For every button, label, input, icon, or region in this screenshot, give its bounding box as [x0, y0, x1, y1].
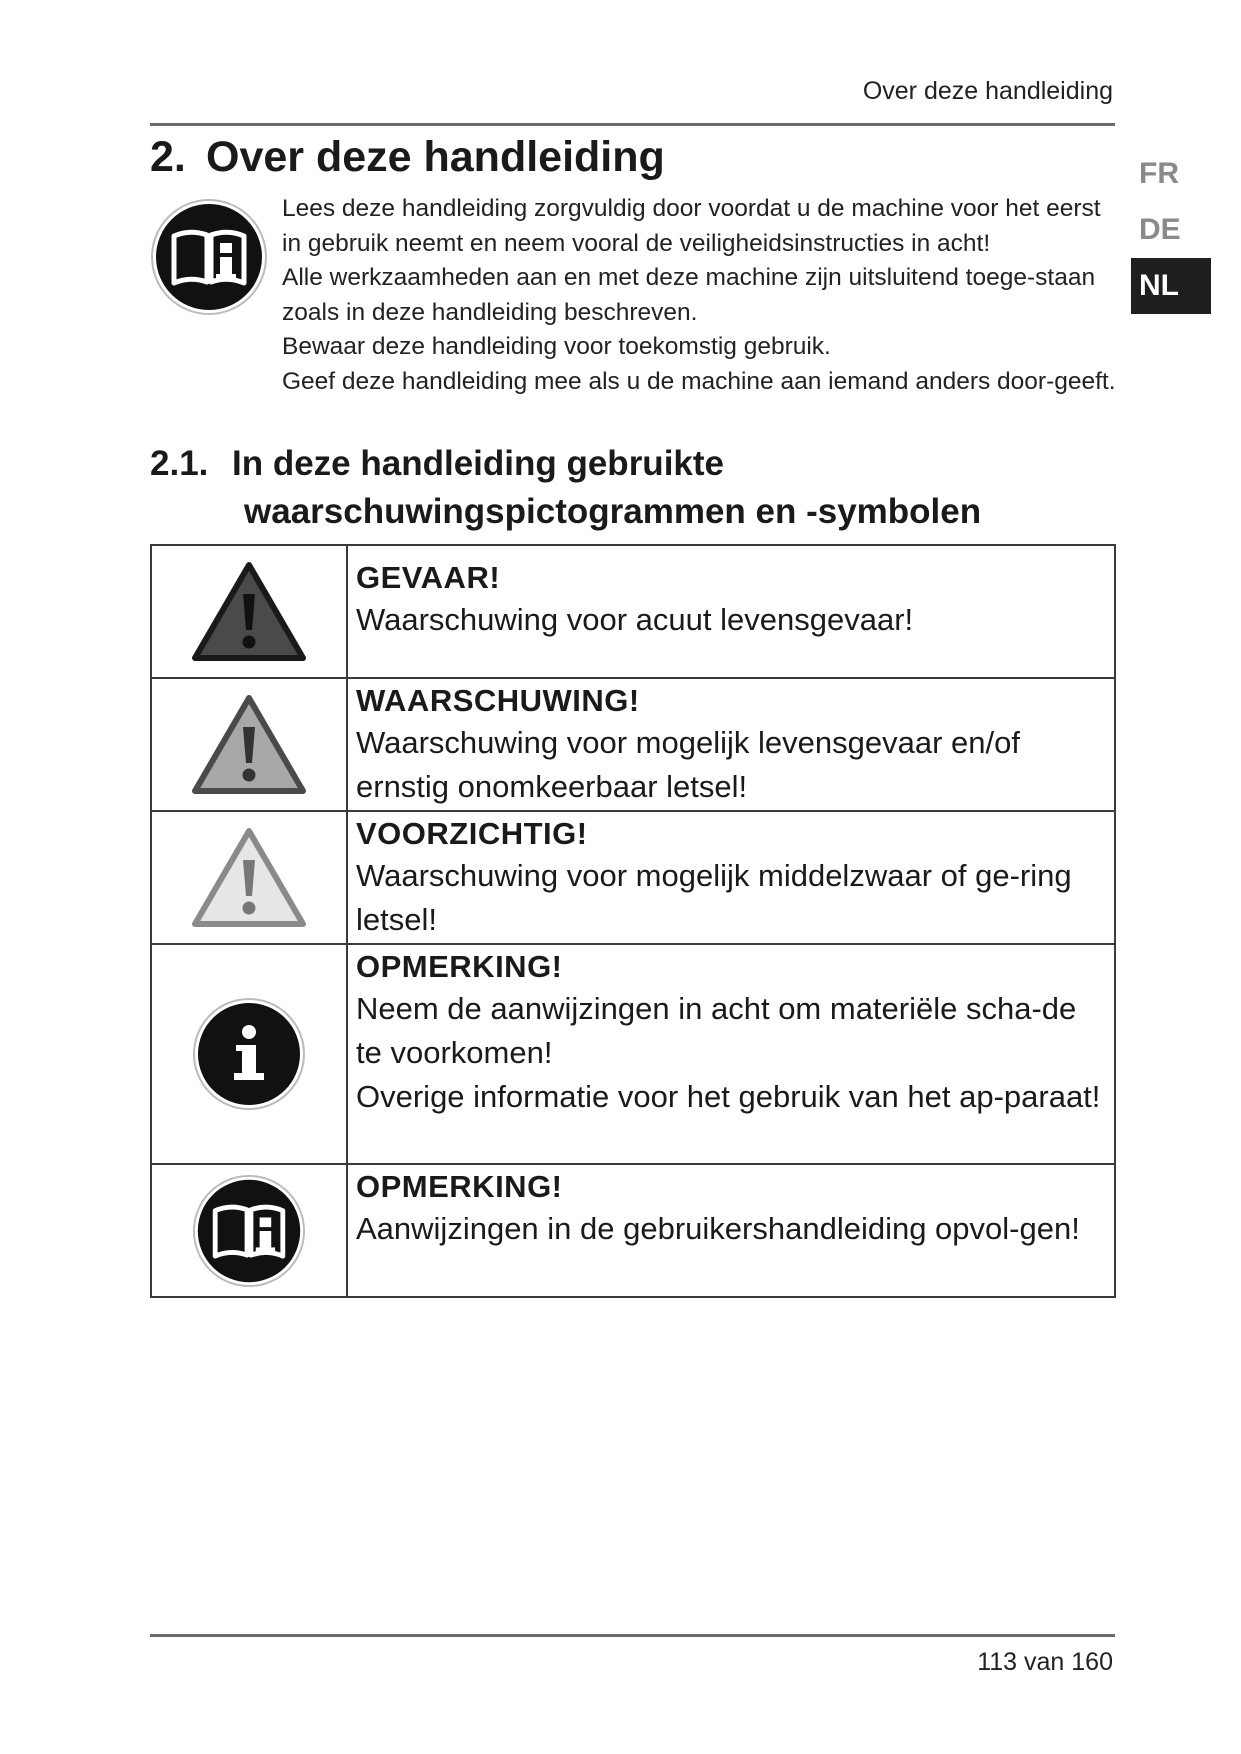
- caution-triangle-icon: [190, 826, 308, 930]
- section-title: Over deze handleiding: [206, 133, 665, 181]
- symbols-table: [150, 544, 1116, 1298]
- running-header: Over deze handleiding: [862, 77, 1113, 105]
- table-row: [151, 678, 1115, 811]
- table-row: [151, 1164, 1115, 1297]
- text-cell: [347, 811, 1115, 944]
- table-row: [151, 811, 1115, 944]
- symbol-description: Waarschuwing voor mogelijk middelzwaar of ge-ring letsel!: [356, 858, 1072, 937]
- symbol-title: WAARSCHUWING!: [356, 683, 640, 718]
- icon-cell: [151, 545, 347, 678]
- info-circle-icon: [192, 997, 306, 1111]
- text-cell: [347, 678, 1115, 811]
- page-number: 113 van 160: [977, 1648, 1113, 1676]
- symbol-description: Neem de aanwijzingen in acht om materiële scha-de te voorkomen!: [356, 991, 1077, 1070]
- symbol-description: Waarschuwing voor acuut levensgevaar!: [356, 602, 914, 637]
- intro-paragraph: Geef deze handleiding mee als u de machine aan iemand anders door-geeft.: [282, 367, 1116, 395]
- icon-cell: [151, 944, 347, 1164]
- header-rule: [150, 123, 1115, 126]
- warning-triangle-icon: [190, 693, 308, 797]
- subsection-title-line2: waarschuwingspictogrammen en -symbolen: [244, 492, 982, 531]
- section-heading: [150, 133, 665, 182]
- text-cell: [347, 545, 1115, 678]
- symbol-title: VOORZICHTIG!: [356, 816, 588, 851]
- lang-tab-de[interactable]: DE: [1139, 213, 1181, 246]
- danger-triangle-icon: [190, 560, 308, 664]
- symbol-description: Overige informatie voor het gebruik van het ap-paraat!: [356, 1079, 1101, 1114]
- table-row: [151, 545, 1115, 678]
- lang-tab-nl[interactable]: NL: [1131, 258, 1211, 314]
- lang-tab-fr[interactable]: FR: [1139, 157, 1179, 190]
- intro-paragraph: Lees deze handleiding zorgvuldig door voordat u de machine voor het eerst in gebruik neemt en neem vooral de veiligheidsinstructies in acht!: [282, 195, 1101, 257]
- symbol-title: OPMERKING!: [356, 1169, 563, 1204]
- icon-cell: [151, 811, 347, 944]
- section-number: 2.: [150, 133, 186, 181]
- intro-paragraph: Bewaar deze handleiding voor toekomstig gebruik.: [282, 333, 831, 360]
- symbol-title: OPMERKING!: [356, 949, 563, 984]
- subsection-title-line1: In deze handleiding gebruikte: [232, 444, 724, 483]
- text-cell: [347, 1164, 1115, 1297]
- manual-info-icon: [192, 1174, 306, 1288]
- subsection-number: 2.1.: [150, 444, 209, 483]
- symbol-description: Waarschuwing voor mogelijk levensgevaar en/of ernstig onomkeerbaar letsel!: [356, 725, 1020, 804]
- icon-cell: [151, 1164, 347, 1297]
- text-cell: [347, 944, 1115, 1164]
- manual-info-icon: [150, 198, 268, 316]
- symbol-title: GEVAAR!: [356, 560, 501, 595]
- icon-cell: [151, 678, 347, 811]
- intro-text: [282, 192, 1117, 399]
- subsection-heading-line1: [150, 440, 981, 488]
- symbol-description: Aanwijzingen in de gebruikershandleiding opvol-gen!: [356, 1211, 1080, 1246]
- intro-paragraph: Alle werkzaamheden aan en met deze machine zijn uitsluitend toege-staan zoals in deze handleiding beschreven.: [282, 264, 1096, 326]
- language-tabs: [1131, 146, 1211, 314]
- footer-rule: [150, 1634, 1115, 1637]
- table-row: [151, 944, 1115, 1164]
- subsection-heading: [150, 440, 981, 536]
